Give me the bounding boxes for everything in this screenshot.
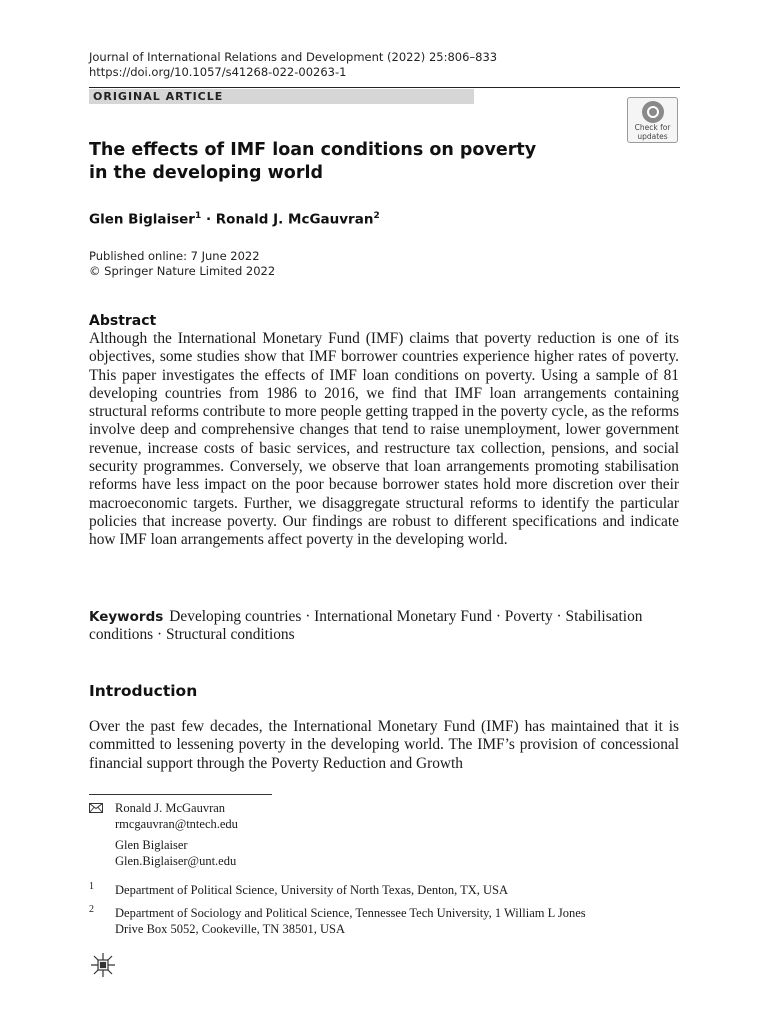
published-date: Published online: 7 June 2022	[89, 249, 260, 263]
author-name[interactable]: Glen Biglaiser	[89, 211, 195, 228]
abstract-heading: Abstract	[89, 313, 157, 329]
journal-line: Journal of International Relations and Development (2022) 25:806–833	[89, 50, 498, 64]
corresponding-author	[115, 801, 238, 832]
affiliation-number: 1	[89, 881, 94, 892]
affiliation-marker: 2	[373, 211, 380, 221]
abstract-text: Although the International Monetary Fund (IMF) claims that poverty reduction is one of its objectives, some studies show that IMF borrower countries experience higher rates of poverty. This paper investigates the effects of IMF loan conditions on poverty. Using a sample of 81 developing countries from 1986 to 2016, we find that IMF loan arrangements containing structural reforms contribute to more people getting trapped in the poverty cycle, as the reforms involve deep and comprehensive changes that tend to raise unemployment, lower government revenue, increase costs of basic services, and restructure tax collection, pensions, and social security programmes. Conversely, we observe that loan arrangements promoting stabilisation reforms have less impact on the poor because borrower states hold more discretion over their macroeconomic targets. Further, we disaggregate structural reforms to identify the particular policies that increase poverty. Our findings are robust to different specifications and indicate how IMF loan arrangements affect poverty in the developing world.	[89, 330, 679, 549]
footnote-rule	[89, 794, 272, 795]
keywords-text: Developing countries · International Monetary Fund · Poverty · Stabilisation conditions · Structural conditions	[89, 608, 643, 644]
article-title: The effects of IMF loan conditions on poverty in the developing world	[89, 140, 537, 183]
keywords-label: Keywords	[89, 609, 164, 625]
check-for-updates-label: Check for updates	[634, 123, 671, 141]
introduction-text: Over the past few decades, the International Monetary Fund (IMF) has maintained that it is committed to lessening poverty in the developing world. The IMF’s provision of concessional financial support through the Poverty Reduction and Growth	[89, 718, 679, 772]
check-for-updates-badge[interactable]	[627, 97, 678, 143]
keywords	[89, 608, 679, 645]
springer-logo-icon	[89, 951, 117, 979]
second-author-email[interactable]: Glen.Biglaiser@unt.edu	[115, 853, 237, 868]
affiliation-number: 2	[89, 904, 94, 915]
copyright-notice: © Springer Nature Limited 2022	[89, 264, 276, 278]
corresponding-name: Ronald J. McGauvran	[115, 801, 226, 815]
author-list	[89, 207, 380, 229]
affiliation-marker: 1	[194, 211, 202, 221]
publication-info	[89, 249, 275, 279]
second-author	[115, 838, 236, 869]
header-rule	[89, 87, 680, 88]
corresponding-email[interactable]: rmcgauvran@tntech.edu	[115, 816, 238, 831]
doi-link[interactable]: https://doi.org/10.1057/s41268-022-00263-1	[89, 65, 347, 79]
journal-citation	[89, 50, 497, 80]
envelope-icon	[89, 803, 103, 813]
author-name[interactable]: Ronald J. McGauvran	[215, 211, 374, 228]
article-type-banner: ORIGINAL ARTICLE	[89, 89, 474, 104]
affiliation-1: Department of Political Science, University of North Texas, Denton, TX, USA	[115, 883, 509, 897]
introduction-heading: Introduction	[89, 682, 198, 700]
second-author-name: Glen Biglaiser	[115, 838, 188, 852]
affiliation-2: Department of Sociology and Political Science, Tennessee Tech University, 1 William L Jones Drive Box 5052, Cookeville, TN 38501, USA	[115, 906, 586, 936]
author-separator: ·	[201, 211, 216, 228]
check-for-updates-icon	[642, 101, 664, 123]
